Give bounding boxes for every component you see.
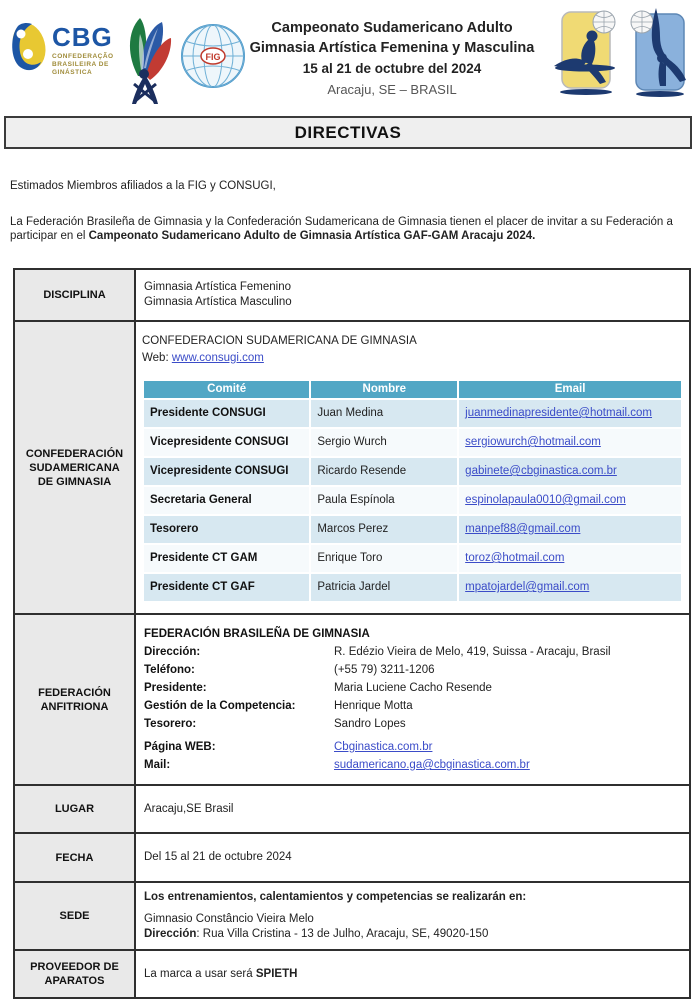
- email-link[interactable]: toroz@hotmail.com: [465, 552, 565, 564]
- svg-text:FIG: FIG: [205, 52, 221, 62]
- consugi-org-name: CONFEDERACION SUDAMERICANA DE GIMNASIA: [142, 335, 417, 347]
- proveedor-value: La marca a usar será SPIETH: [135, 950, 690, 998]
- column-header-email: Email: [458, 380, 682, 399]
- email-link[interactable]: mpatojardel@gmail.com: [465, 581, 590, 593]
- committee-row: Vicepresidente CONSUGI Ricardo Resende gabinete@cbginastica.com.br: [143, 457, 682, 486]
- event-titles: [232, 18, 552, 100]
- consugi-web-link[interactable]: www.consugi.com: [171, 352, 264, 364]
- table-row-federacion: [14, 614, 690, 785]
- left-logos: [8, 14, 246, 106]
- directivas-banner: [4, 116, 692, 149]
- sede-address-line: Dirección: Rua Villa Cristina - 13 de Julho, Aracaju, SE, 49020-150: [144, 928, 489, 940]
- consugi-label: CONFEDERACIÓN SUDAMERICANA DE GIMNASIA: [14, 321, 135, 614]
- fecha-value: Del 15 al 21 de octubre 2024: [135, 833, 690, 882]
- committee-row: Secretaria General Paula Espínola espinolapaula0010@gmail.com: [143, 486, 682, 515]
- consugi-content: [135, 321, 690, 614]
- lugar-label: LUGAR: [14, 785, 135, 833]
- federacion-label: FEDERACIÓN ANFITRIONA: [14, 614, 135, 785]
- intro-paragraph: La Federación Brasileña de Gimnasia y la Confederación Sudamericana de Gimnasia tienen el placer de invitar a su Federación a participar en el Campeonato Sudamericano Adulto de Gimnasia Artística GAF-GAM Aracaju 2024.: [10, 216, 673, 242]
- sede-content: [135, 882, 690, 950]
- federacion-org-name: FEDERACIÓN BRASILEÑA DE GIMNASIA: [144, 628, 370, 640]
- email-link[interactable]: sergiowurch@hotmail.com: [465, 436, 601, 448]
- directives-table: [13, 268, 691, 999]
- email-link[interactable]: gabinete@cbginastica.com.br: [465, 465, 617, 477]
- committee-row: Presidente CONSUGI Juan Medina juanmedinapresidente@hotmail.com: [143, 399, 682, 428]
- intro-text: [10, 179, 688, 243]
- fed-web-row: Página WEB: Cbginastica.com.br: [144, 738, 681, 756]
- ribbon-gymnast-logo-icon: [118, 14, 172, 106]
- email-link[interactable]: manpef88@gmail.com: [465, 523, 581, 535]
- table-row-lugar: [14, 785, 690, 833]
- table-row-fecha: [14, 833, 690, 882]
- email-link[interactable]: juanmedinapresidente@hotmail.com: [465, 407, 653, 419]
- committee-table: [142, 379, 683, 603]
- proveedor-brand: SPIETH: [255, 967, 298, 980]
- intro-greeting: Estimados Miembros afiliados a la FIG y CONSUGI,: [10, 180, 276, 192]
- consugi-web-line: Web: www.consugi.com: [142, 352, 264, 364]
- table-row-disciplina: [14, 269, 690, 321]
- table-row-consugi: [14, 321, 690, 614]
- fecha-label: FECHA: [14, 833, 135, 882]
- event-title-line2: Gimnasia Artística Femenina y Masculina: [249, 40, 535, 56]
- fed-info-row: Tesorero: Sandro Lopes: [144, 718, 406, 730]
- cbg-acronym: CBG: [52, 22, 113, 52]
- committee-row: Vicepresidente CONSUGI Sergio Wurch sergiowurch@hotmail.com: [143, 428, 682, 457]
- sede-bold-line: Los entrenamientos, calentamientos y competencias se realizarán en:: [144, 891, 527, 903]
- email-link[interactable]: espinolapaula0010@gmail.com: [465, 494, 626, 506]
- disciplina-label: DISCIPLINA: [14, 269, 135, 321]
- cbg-text: [52, 24, 114, 77]
- committee-header-row: [143, 380, 682, 399]
- cbg-logo: [8, 14, 114, 86]
- committee-row: Tesorero Marcos Perez manpef88@gmail.com: [143, 515, 682, 544]
- sede-venue-line: Gimnasio Constâncio Vieira Melo: [144, 913, 314, 925]
- event-location-line: Aracaju, SE – BRASIL: [327, 82, 457, 97]
- lugar-value: Aracaju,SE Brasil: [135, 785, 690, 833]
- column-header-nombre: Nombre: [310, 380, 458, 399]
- federacion-web-link[interactable]: Cbginastica.com.br: [334, 741, 433, 753]
- fed-info-row: Presidente: Maria Luciene Cacho Resende: [144, 682, 492, 694]
- event-pictograms: [552, 6, 692, 102]
- intro-paragraph-bold: Campeonato Sudamericano Adulto de Gimnasia Artística GAF-GAM Aracaju 2024.: [88, 230, 536, 242]
- table-row-proveedor: [14, 950, 690, 998]
- fed-info-row: Gestión de la Competencia: Henrique Motta: [144, 700, 413, 712]
- federacion-content: [135, 614, 690, 785]
- page-title: DIRECTIVAS: [294, 122, 402, 142]
- disciplina-value: Gimnasia Artística Femenino Gimnasia Artística Masculino: [135, 269, 690, 321]
- table-row-sede: [14, 882, 690, 950]
- fed-info-row: Teléfono: (+55 79) 3211-1206: [144, 664, 435, 676]
- cbg-subtitle: CONFEDERAÇÃO BRASILEIRA DE GINÁSTICA: [52, 53, 114, 76]
- fed-info-row: Dirección: R. Edézio Vieira de Melo, 419, Suissa - Aracaju, Brasil: [144, 646, 611, 658]
- sede-label: SEDE: [14, 882, 135, 950]
- fed-mail-row: Mail: sudamericano.ga@cbginastica.com.br: [144, 756, 681, 774]
- federacion-mail-link[interactable]: sudamericano.ga@cbginastica.com.br: [334, 759, 530, 771]
- proveedor-label: PROVEEDOR DE APARATOS: [14, 950, 135, 998]
- committee-row: Presidente CT GAF Patricia Jardel mpatojardel@gmail.com: [143, 573, 682, 602]
- handstand-pictogram-icon: [626, 6, 692, 102]
- event-title-line1: Campeonato Sudamericano Adulto: [271, 20, 513, 36]
- document-header: [0, 0, 696, 112]
- pommel-horse-pictogram-icon: [552, 6, 622, 102]
- column-header-comite: Comité: [143, 380, 310, 399]
- committee-row: Presidente CT GAM Enrique Toro toroz@hotmail.com: [143, 544, 682, 573]
- event-date-line: 15 al 21 de octubre del 2024: [302, 61, 482, 76]
- cbg-mark-icon: [8, 14, 50, 86]
